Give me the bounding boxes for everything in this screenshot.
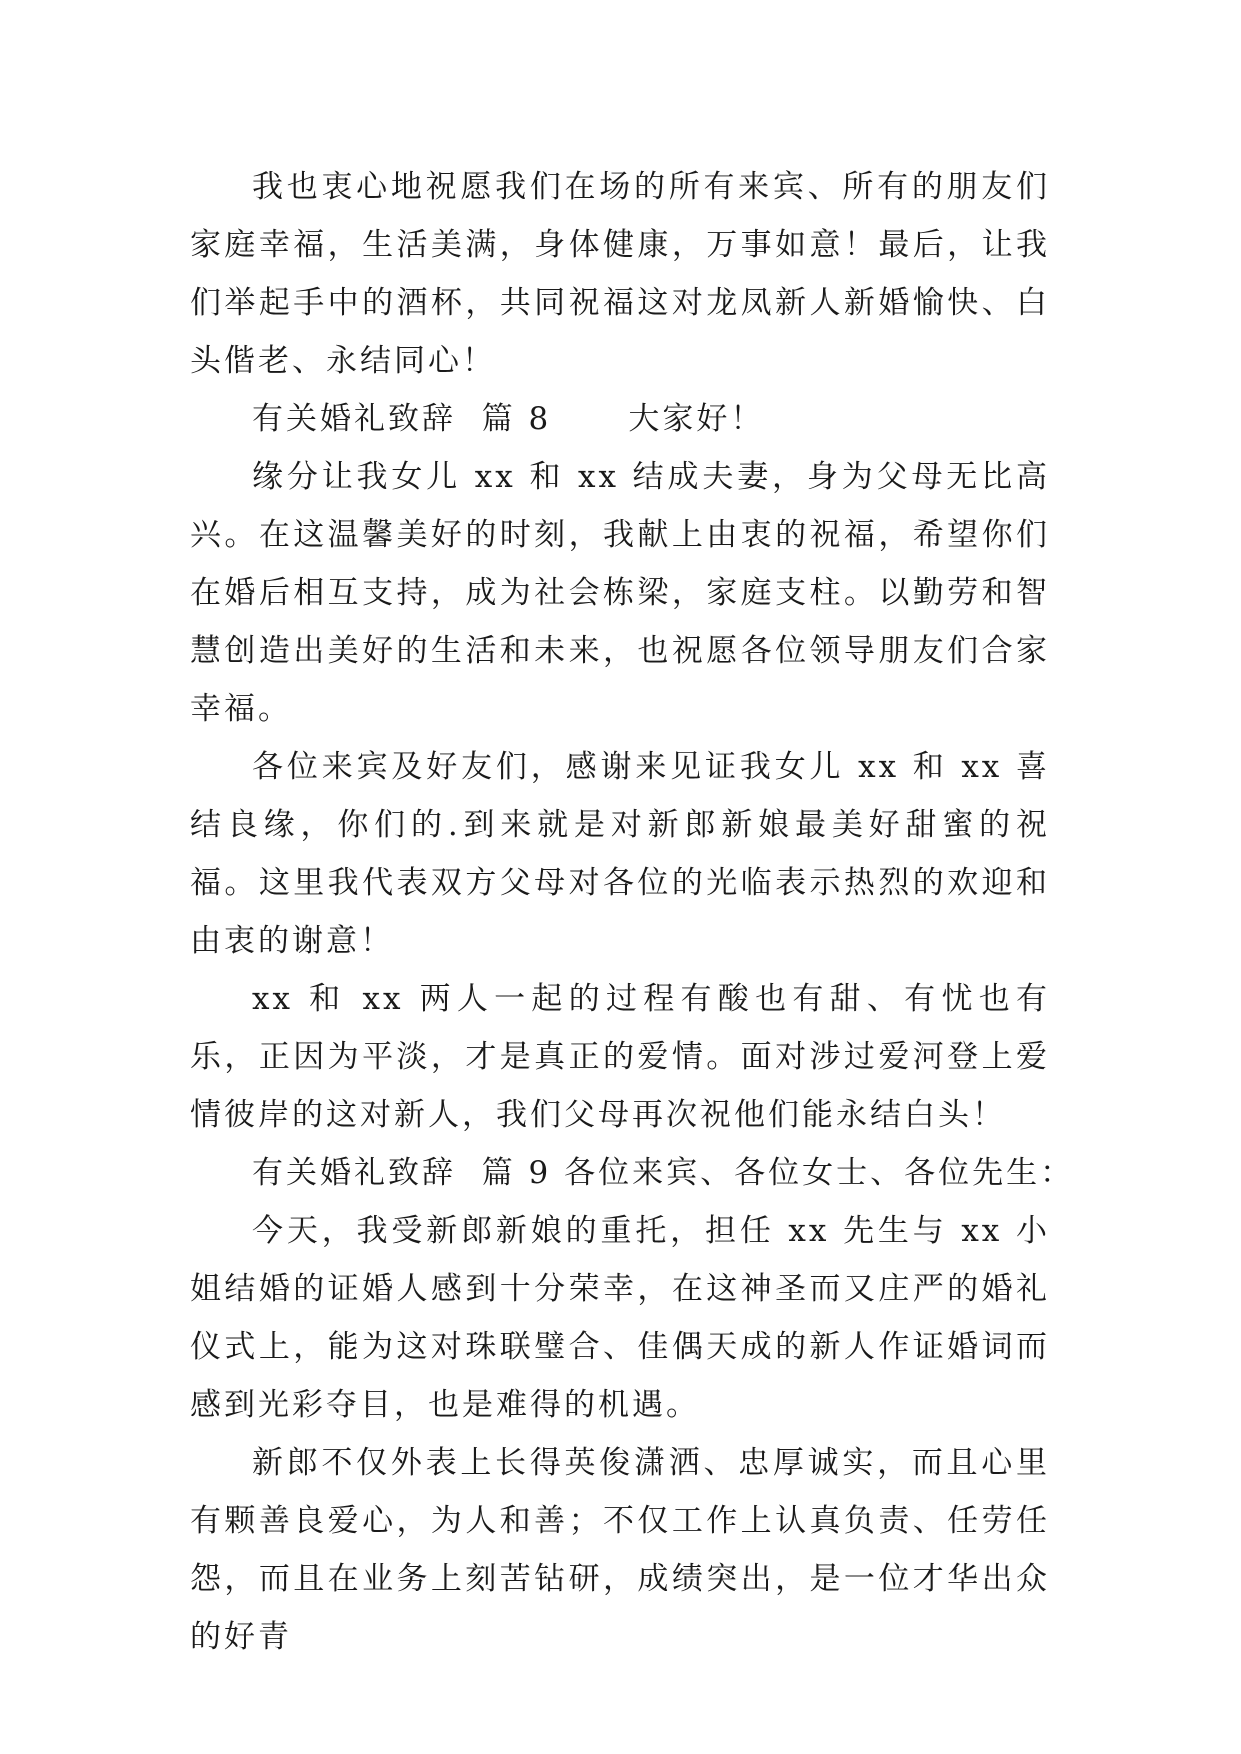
paragraph-daughter-marriage: 缘分让我女儿 xx 和 xx 结成夫妻，身为父母无比高兴。在这温馨美好的时刻，我献上由衷的祝福，希望你们在婚后相互支持，成为社会栋梁，家庭支柱。以勤劳和智慧创造出美好的生活和未来，也祝愿各位领导朋友们合家幸福。	[190, 459, 1050, 727]
paragraph-groom-praise: 新郎不仅外表上长得英俊潇洒、忠厚诚实，而且心里有颗善良爱心，为人和善；不仅工作上认真负责、任劳任怨，而且在业务上刻苦钻研，成绩突出，是一位才华出众的好青	[190, 1445, 1050, 1655]
paragraph-couple-journey: xx 和 xx 两人一起的过程有酸也有甜、有忧也有乐，正因为平淡，才是真正的爱情。面对涉过爱河登上爱情彼岸的这对新人，我们父母再次祝他们能永结白头！	[190, 981, 1050, 1133]
section-heading-9: 有关婚礼致辞 篇 9 各位来宾、各位女士、各位先生：	[252, 1155, 1075, 1191]
paragraph-thanks-guests: 各位来宾及好友们，感谢来见证我女儿 xx 和 xx 喜结良缘，你们的.到来就是对新郎新娘最美好甜蜜的祝福。这里我代表双方父母对各位的光临表示热烈的欢迎和由衷的谢意！	[190, 749, 1050, 959]
document-body	[190, 158, 1075, 1666]
paragraph-witness-intro: 今天，我受新郎新娘的重托，担任 xx 先生与 xx 小姐结婚的证婚人感到十分荣幸，在这神圣而又庄严的婚礼仪式上，能为这对珠联璧合、佳偶天成的新人作证婚词而感到光彩夺目，也是难得的机遇。	[190, 1213, 1050, 1423]
section-heading-8: 有关婚礼致辞 篇 8 大家好！	[252, 401, 765, 437]
paragraph-closing-wishes: 我也衷心地祝愿我们在场的所有来宾、所有的朋友们家庭幸福，生活美满，身体健康，万事如意！最后，让我们举起手中的酒杯，共同祝福这对龙凤新人新婚愉快、白头偕老、永结同心！	[190, 169, 1050, 379]
